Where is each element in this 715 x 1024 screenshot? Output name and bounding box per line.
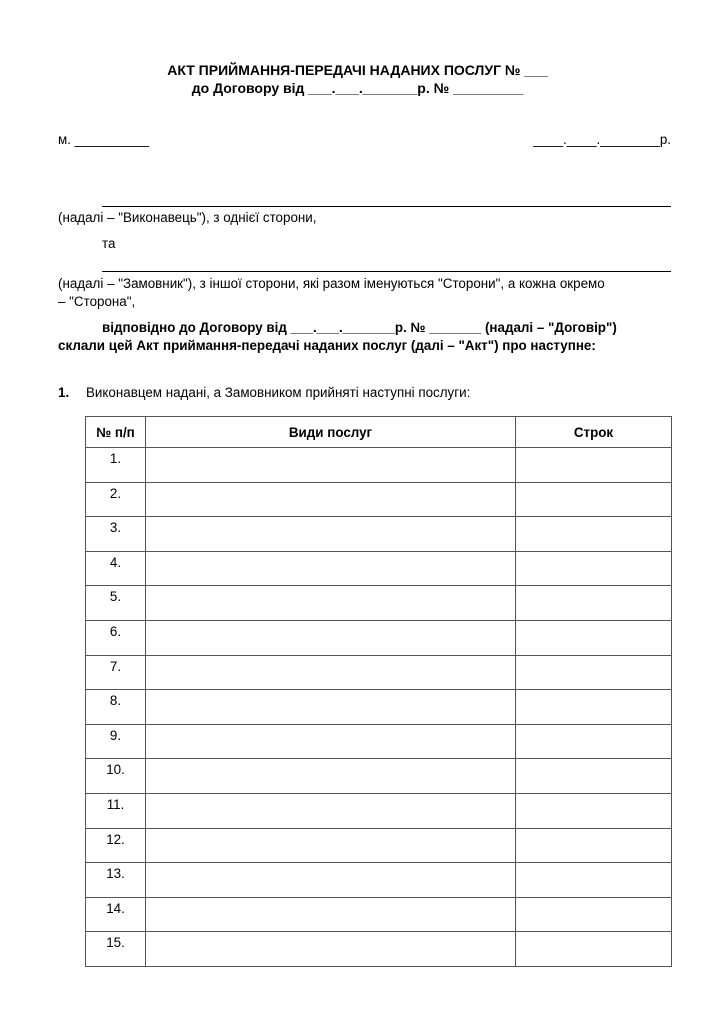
section1-text: Виконавцем надані, а Замовником прийняті наступні послуги: [86,385,471,400]
table-row [86,517,672,552]
term-cell [516,482,672,517]
header-service-type: Види послуг [146,417,516,448]
service-cell [146,586,516,621]
row-number: 3. [86,517,146,552]
act-subtitle: до Договору від ___.___._______р. № _________ [191,80,524,96]
row-number: 15. [86,932,146,967]
table-row [86,897,672,932]
city-field: м. __________ [58,132,150,147]
table-row [86,482,672,517]
service-cell [146,863,516,898]
row-number: 10. [86,759,146,794]
service-cell [146,759,516,794]
table-row [86,448,672,483]
row-number: 2. [86,482,146,517]
row-number: 4. [86,551,146,586]
term-cell [516,759,672,794]
service-cell [146,828,516,863]
service-cell [146,724,516,759]
section1-number: 1. [58,385,70,400]
service-cell [146,655,516,690]
term-cell [516,828,672,863]
service-cell [146,448,516,483]
preamble-line2: склали цей Акт приймання-передачі наданих послуг (далі – "Акт") про наступне: [58,338,596,353]
and-conjunction: та [102,236,116,251]
row-number: 7. [86,655,146,690]
executor-label: (надалі – "Виконавець"), з однієї сторони, [58,210,317,225]
row-number: 9. [86,724,146,759]
row-number: 1. [86,448,146,483]
preamble-line1: відповідно до Договору від ___.___._______р. № _______ (надалі – "Договір") [102,320,617,335]
term-cell [516,620,672,655]
row-number: 5. [86,586,146,621]
table-row [86,932,672,967]
service-cell [146,690,516,725]
table-row [86,828,672,863]
table-row [86,759,672,794]
term-cell [516,551,672,586]
table-row [86,863,672,898]
table-row [86,724,672,759]
service-cell [146,793,516,828]
term-cell [516,863,672,898]
customer-name-line [102,271,671,272]
table-row [86,620,672,655]
term-cell [516,586,672,621]
term-cell [516,897,672,932]
row-number: 14. [86,897,146,932]
term-cell [516,655,672,690]
header-number: № п/п [86,417,146,448]
service-cell [146,517,516,552]
date-field: ____.____.________р. [533,132,671,147]
term-cell [516,517,672,552]
customer-label-line2: – "Сторона", [58,294,136,309]
table-row [86,586,672,621]
header-term: Строк [516,417,672,448]
row-number: 12. [86,828,146,863]
service-cell [146,551,516,586]
row-number: 13. [86,863,146,898]
table-row [86,551,672,586]
service-cell [146,897,516,932]
term-cell [516,448,672,483]
table-header-row [86,417,672,448]
row-number: 6. [86,620,146,655]
term-cell [516,932,672,967]
service-cell [146,932,516,967]
executor-name-line [102,206,671,207]
service-cell [146,620,516,655]
row-number: 8. [86,690,146,725]
customer-label-line1: (надалі – "Замовник"), з іншої сторони, які разом іменуються "Сторони", а кожна окремо [58,276,605,291]
term-cell [516,724,672,759]
term-cell [516,793,672,828]
row-number: 11. [86,793,146,828]
service-cell [146,482,516,517]
table-row [86,655,672,690]
act-title: АКТ ПРИЙМАННЯ-ПЕРЕДАЧІ НАДАНИХ ПОСЛУГ № ___ [167,62,548,78]
table-row [86,793,672,828]
services-table [85,416,672,967]
table-row [86,690,672,725]
term-cell [516,690,672,725]
